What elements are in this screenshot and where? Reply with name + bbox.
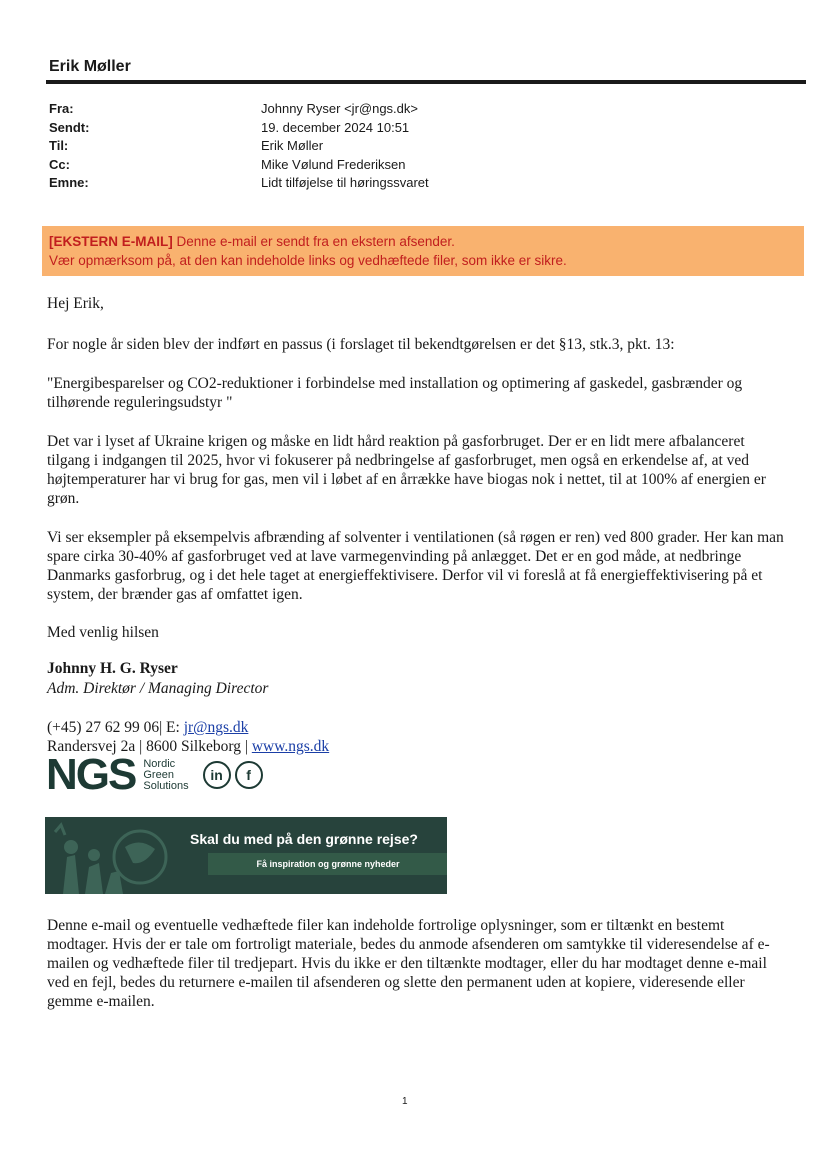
linkedin-icon[interactable]: in [203,761,231,789]
body-paragraph-2: "Energibesparelser og CO2-reduktioner i forbindelse med installation og optimering af gaskedel, gasbrænder og tilhørende reguleringsudstyr " [47,375,743,411]
from-row [49,100,429,119]
ngs-logo-mark: NGS [46,750,136,799]
body-paragraph-3: Det var i lyset af Ukraine krigen og måske en lidt hård reaktion på gasforbruget. Der er en lidt mere afbalanceret tilgang i indgangen til 2025, hvor vi fokuserer på nedbringelse af gasforbruget, men også en erkendelse af, at ved højtemperaturer har vi brug for gas, men vil i løbet af en årrække have biogas nok i nettet, til at 100% af energien er grøn. [47,433,766,507]
promo-banner[interactable] [45,817,447,894]
greeting: Hej Erik, [47,295,104,312]
to-value: Erik Møller [261,138,324,154]
page-number: 1 [402,1096,408,1107]
address-text: Randersvej 2a | 8600 Silkeborg | [47,738,252,755]
facebook-icon[interactable]: f [235,761,263,789]
website-link[interactable]: www.ngs.dk [251,738,330,755]
mailbox-owner: Erik Møller [49,58,131,75]
company-logo [46,750,267,799]
from-label: Fra: [49,101,74,116]
to-label: Til: [49,138,69,154]
external-email-warning [42,226,804,276]
signature-title: Adm. Direktør / Managing Director [47,680,269,697]
warning-text-1: Denne e-mail er sendt fra en ekstern afsender. [172,234,455,249]
confidentiality-disclaimer: Denne e-mail og eventuelle vedhæftede filer kan indeholde fortrolige oplysninger, som er tiltænkt en bestemt modtager. Hvis der er tale om fortroligt materiale, bedes du anmode afsenderen om samtykke til videresendelse af e-mailen og vedhæftede filer til tredjepart. Hvis du ikke er den tiltænkte modtager, eller du har modtaget denne e-mail ved en fejl, bedes du returnere e-mailen til afsenderen og slette den permanent uden at kopiere, videresende eller gemme e-mailen. [47,917,770,1010]
promo-button[interactable]: Få inspiration og grønne nyheder [208,853,447,875]
cc-label: Cc: [49,156,70,172]
warning-tag: [EKSTERN E-MAIL] [49,234,173,249]
subject-row [49,174,429,193]
closing: Med venlig hilsen [47,624,159,641]
phone-text: (+45) 27 62 99 06| E: [47,719,184,736]
subject-value: Lidt tilføjelse til høringssvaret [261,175,429,191]
promo-title: Skal du med på den grønne rejse? [190,831,418,847]
header-divider [46,80,806,84]
cc-row [49,156,429,175]
body-paragraph-1: For nogle år siden blev der indført en passus (i forslaget til bekendtgørelsen er det §13, stk.3, pkt. 13: [47,336,675,353]
logo-word-2: Green [143,768,174,781]
sent-row [49,119,429,138]
promo-illustration [45,817,185,894]
subject-label: Emne: [49,175,89,191]
sent-value: 19. december 2024 10:51 [261,119,410,135]
email-link[interactable]: jr@ngs.dk [183,719,249,736]
logo-word-3: Solutions [143,779,189,792]
warning-line-2: Vær opmærksom på, at den kan indeholde links og vedhæftede filer, som ikke er sikre. [49,253,567,268]
contact-phone-line [47,718,329,737]
from-value: Johnny Ryser <jr@ngs.dk> [261,101,418,116]
warning-line-1 [49,232,804,251]
social-links [203,761,267,789]
sent-label: Sendt: [49,119,90,135]
body-paragraph-4: Vi ser eksempler på eksempelvis afbrænding af solventer i ventilationen (så røgen er ren) ved 800 grader. Her kan man spare cirka 30-40% af gasforbruget ved at lave varmegenvinding på anlægget. Det er en god måde, at nedbringe Danmarks gasforbrug, og i det hele taget at energieffektivisere. Derfor vil vi foreslå at få energieffektivisering på et system, der brænder gas af omfattet igen. [47,529,784,603]
to-row [49,137,429,156]
signature-name: Johnny H. G. Ryser [47,660,178,677]
logo-word-1: Nordic [143,757,176,770]
logo-wordmark [143,759,188,792]
email-header [49,100,429,193]
cc-value: Mike Vølund Frederiksen [261,156,406,172]
